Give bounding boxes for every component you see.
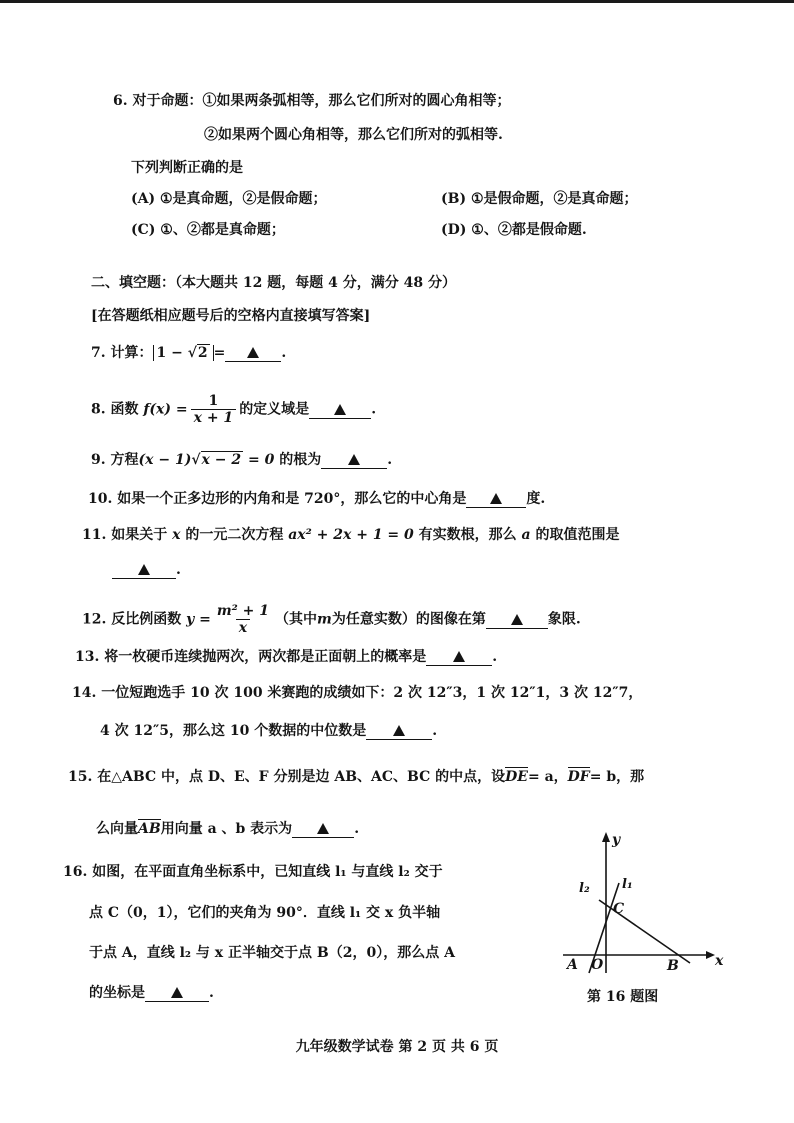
q14-end: . <box>432 723 438 739</box>
q12-lhs: y = <box>186 611 211 628</box>
label-l1: l₁ <box>622 877 633 892</box>
q7-expr-a: 1 − √ <box>156 345 197 361</box>
q16-line3: 于点 A，直线 l₂ 与 x 正半轴交于点 B（2，0），那么点 A <box>89 945 455 961</box>
q9-eq: = 0 <box>247 452 275 468</box>
q16-text1: 如图，在平面直角坐标系中，已知直线 l₁ 与直线 l₂ 交于 <box>92 864 443 880</box>
label-c: C <box>613 901 625 917</box>
q9-radicand: x − 2 <box>201 452 242 468</box>
q6-option-d: (D) ①、②都是假命题. <box>441 222 587 238</box>
q8-numerator: 1 <box>208 393 219 409</box>
q9-expr: (x − 1) <box>138 452 192 468</box>
q14-text1: 一位短跑选手 10 次 100 米赛跑的成绩如下：2 次 12″3，1 次 12″1，3 次 12″7， <box>101 685 643 701</box>
q9-text: 方程 <box>110 452 139 468</box>
q11-line2 <box>112 560 181 580</box>
q7-sqrt: 2 <box>197 345 208 361</box>
q8-denominator: x + 1 <box>191 409 237 426</box>
q16-answer-blank <box>145 985 209 1002</box>
q7-end: . <box>281 345 287 361</box>
q12-after2: 为任意实数）的图像在第 <box>331 611 486 628</box>
section2-title: 二、填空题：（本大题共 12 题，每题 4 分，满分 48 分） <box>91 275 456 291</box>
q7-answer-blank <box>225 345 281 362</box>
q16-figure <box>555 828 735 978</box>
q12 <box>82 603 581 636</box>
triangle-icon <box>453 651 465 662</box>
q11 <box>82 525 619 545</box>
page-footer: 九年级数学试卷 第 2 页 共 6 页 <box>295 1039 499 1055</box>
triangle-icon <box>138 564 150 575</box>
q15-line2 <box>96 819 359 839</box>
q10 <box>88 489 545 509</box>
q16-line2: 点 C（0，1），它们的夹角为 90°．直线 l₁ 交 x 负半轴 <box>89 905 441 921</box>
triangle-icon <box>317 823 329 834</box>
x-axis-arrow <box>706 951 715 959</box>
q14-answer-blank <box>366 723 432 740</box>
q11-text2: 的一元二次方程 <box>185 527 284 543</box>
q8-text: 函数 <box>110 401 139 418</box>
q7 <box>91 343 286 363</box>
q7-eq: = <box>213 345 226 361</box>
q14-line2 <box>100 721 437 741</box>
q9: 9. 方程(x − 1)√x − 2 = 0 的根为 . <box>91 452 393 468</box>
q6-line1 <box>113 91 511 111</box>
q10-number: 10. <box>88 491 113 507</box>
q12-denominator: x <box>236 619 250 636</box>
triangle-icon <box>171 987 183 998</box>
q8-after: 的定义域是 <box>239 401 310 418</box>
label-a: A <box>567 957 578 973</box>
q16-line4 <box>89 983 214 1003</box>
label-y: y <box>612 832 621 848</box>
q8-number: 8. <box>91 401 106 418</box>
q6-option-a: (A) ①是真命题，②是假命题； <box>131 191 327 207</box>
q11-var2: a <box>521 527 531 543</box>
q8 <box>91 393 376 426</box>
triangle-icon <box>490 493 502 504</box>
q15-line1 <box>68 767 644 787</box>
q8-answer-blank <box>309 402 371 419</box>
label-x: x <box>715 953 724 969</box>
q7-text: 计算： <box>110 345 153 361</box>
q15-text2b: 用向量 a 、b 表示为 <box>160 821 293 837</box>
q11-text4: 的取值范围是 <box>535 527 620 543</box>
q13 <box>75 647 497 667</box>
q13-text: 将一枚硬币连续抛两次，两次都是正面朝上的概率是 <box>104 649 427 665</box>
triangle-icon <box>334 404 346 415</box>
q11-text3: 有实数根，那么 <box>418 527 517 543</box>
q6-proposition-2: ②如果两个圆心角相等，那么它们所对的弧相等. <box>204 127 503 143</box>
q6-option-b: (B) ①是假命题，②是真命题； <box>441 191 638 207</box>
q12-answer-blank <box>486 612 548 629</box>
q16-number: 16. <box>63 864 88 880</box>
q15-answer-blank <box>292 821 354 838</box>
q7-abs-expr <box>153 345 214 361</box>
q14-text2: 4 次 12″5，那么这 10 个数据的中位数是 <box>100 723 367 739</box>
q10-text: 如果一个正多边形的内角和是 720°，那么它的中心角是 <box>117 491 467 507</box>
q13-number: 13. <box>75 649 100 665</box>
q15-text2a: 么向量 <box>96 821 138 837</box>
q8-end: . <box>371 401 377 418</box>
q11-equation: ax² + 2x + 1 = 0 <box>288 527 414 543</box>
q12-numerator: m² + 1 <box>216 603 270 619</box>
q12-text: 反比例函数 <box>111 611 182 628</box>
q14-line1 <box>72 683 642 703</box>
q6-option-c: (C) ①、②都是真命题； <box>131 222 285 238</box>
q9-after: 的根为 <box>279 452 322 468</box>
q15-eq-b: = b，那 <box>589 769 645 785</box>
triangle-icon <box>511 614 523 625</box>
q12-after1: （其中 <box>275 611 318 628</box>
q6-lead: 6. 对于命题： <box>113 93 203 109</box>
q11-number: 11. <box>82 527 107 543</box>
q12-after3: 象限. <box>547 611 581 628</box>
page-top-border <box>0 0 794 3</box>
q13-answer-blank <box>426 649 492 666</box>
q9-answer-blank <box>321 452 387 469</box>
q11-end: . <box>176 562 181 578</box>
q15-eq-a: = a， <box>527 769 568 785</box>
q6-proposition-1: ①如果两条弧相等，那么它们所对的圆心角相等； <box>202 93 511 109</box>
triangle-icon <box>393 725 405 736</box>
q15-vector-df: DF <box>567 769 590 785</box>
label-b: B <box>667 958 679 974</box>
q15-vector-de: DE <box>505 769 528 785</box>
q16-line1 <box>63 862 443 882</box>
q16-end: . <box>209 985 214 1001</box>
q6-prompt: 下列判断正确的是 <box>131 160 243 176</box>
q8-fx: f(x) = <box>143 401 188 418</box>
q7-number: 7. <box>91 345 106 361</box>
q9-end: . <box>387 452 393 468</box>
section2-instruction: [在答题纸相应题号后的空格内直接填写答案] <box>91 308 371 324</box>
q10-answer-blank <box>466 491 526 508</box>
y-axis-arrow <box>602 832 610 842</box>
triangle-icon <box>348 454 360 465</box>
q15-text1: 在△ABC 中，点 D、E、F 分别是边 AB、AC、BC 的中点，设 <box>97 769 506 785</box>
q11-text1: 如果关于 <box>111 527 168 543</box>
q16-text4: 的坐标是 <box>89 985 145 1001</box>
q14-number: 14. <box>72 685 97 701</box>
figure-caption: 第 16 题图 <box>587 989 659 1005</box>
q12-fraction <box>214 603 272 636</box>
q15-vector-ab: AB <box>138 821 161 837</box>
triangle-icon <box>247 347 259 358</box>
label-l2: l₂ <box>579 881 590 896</box>
q11-answer-blank <box>112 562 176 579</box>
q10-after: 度. <box>526 491 546 507</box>
q13-end: . <box>492 649 498 665</box>
q15-number: 15. <box>68 769 93 785</box>
label-o: O <box>591 957 604 973</box>
q12-number: 12. <box>82 611 107 628</box>
q15-end: . <box>354 821 360 837</box>
q8-fraction <box>191 393 237 426</box>
q9-number: 9. <box>91 452 106 468</box>
q11-var: x <box>172 527 181 543</box>
q12-var: m <box>317 611 332 628</box>
